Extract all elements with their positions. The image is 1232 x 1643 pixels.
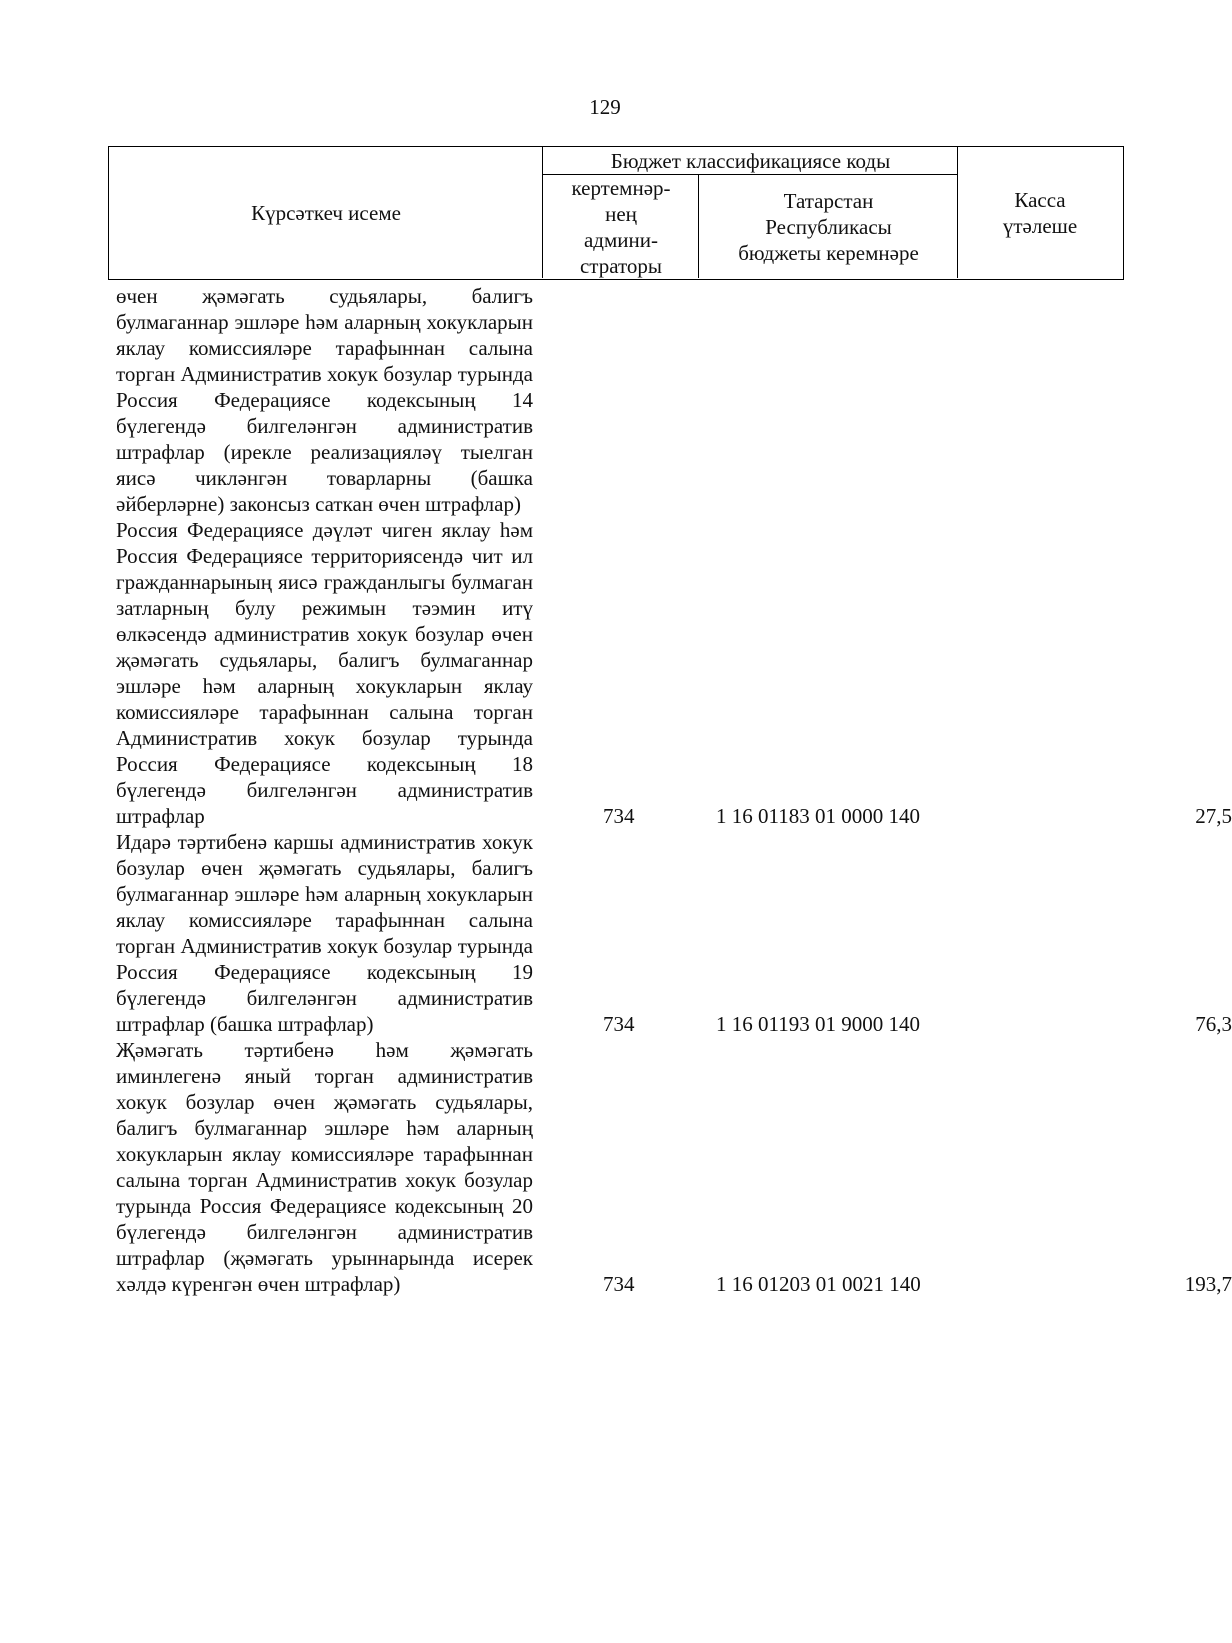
- header-divider: [542, 147, 543, 278]
- indicator-name: Россия Федерациясе дәүләт чиген яклау һәм Россия Федерациясе территориясендә чит ил гражданнарының яисә гражданлыгы булмаган затларның булу режимын тәэмин итү өлкәсендә административ хокук бозулар өчен җәмәгать судьялары, балигъ булмаганнар эшләре һәм аларның хокукларын яклау комиссияләре тарафыннан салына торган Административ хокук бозулар турында Россия Федерациясе кодексының 18 бүлегендә билгеләнгән административ штрафлар: [116, 518, 533, 828]
- cash-execution-value: 193,7: [1184, 1272, 1232, 1296]
- table-row: [116, 283, 533, 517]
- column-header-cash-execution-label: Касса үтәлеше: [1002, 187, 1078, 238]
- table-body: [116, 283, 1232, 1297]
- page-number: 129: [589, 95, 621, 119]
- table-row: [116, 517, 1232, 829]
- table-header: [108, 146, 1124, 280]
- cash-execution-value: 27,5: [1195, 804, 1232, 828]
- admin-code: 734: [603, 804, 635, 828]
- budget-classification-code: 1 16 01183 01 0000 140: [716, 804, 920, 828]
- column-header-admin-label: кертемнәр- нең админи- страторы: [571, 175, 671, 278]
- column-header-name: Күрсәткеч исеме: [251, 200, 401, 225]
- column-header-cash-execution: [958, 147, 1122, 278]
- admin-code: 734: [603, 1012, 635, 1036]
- header-divider: [698, 174, 699, 278]
- header-divider: [957, 147, 958, 278]
- indicator-name: Идарә тәртибенә каршы административ хокук бозулар өчен җәмәгать судьялары, балигъ булмаганнар эшләре һәм аларның хокукларын яклау комиссияләре тарафыннан салына торган Административ хокук бозулар турында Россия Федерациясе кодексының 19 бүлегендә билгеләнгән административ штрафлар (башка штрафлар): [116, 830, 533, 1036]
- column-header-budget-income: [699, 175, 958, 278]
- cash-execution-value: 76,3: [1195, 1012, 1232, 1036]
- indicator-name: өчен җәмәгать судьялары, балигъ булмаганнар эшләре һәм аларның хокукларын яклау комиссияләре тарафыннан салына торган Административ хокук бозулар турында Россия Федерациясе кодексының 14 бүлегендә билгеләнгән административ штрафлар (ирекле реализацияләү тыелган яисә чикләнгән товарларны (башка әйберләрне) законсыз саткан өчен штрафлар): [116, 284, 533, 516]
- indicator-name: Җәмәгать тәртибенә һәм җәмәгать иминлегенә яный торган административ хокук бозулар өчен җәмәгать судьялары, балигъ булмаганнар эшләре һәм аларның хокукларын яклау комиссияләре тарафыннан салына торган Административ хокук бозулар турында Россия Федерациясе кодексының 20 бүлегендә билгеләнгән административ штрафлар (җәмәгать урыннарында исерек хәлдә күренгән өчен штрафлар): [116, 1038, 533, 1296]
- column-group-header-budget-classification: Бюджет классификациясе коды: [610, 149, 891, 173]
- column-header-budget-income-label: Татарстан Республикасы бюджеты керемнәре: [738, 188, 919, 265]
- budget-classification-code: 1 16 01193 01 9000 140: [716, 1012, 920, 1036]
- column-header-admin: [543, 175, 699, 278]
- table-row: [116, 1037, 1232, 1297]
- budget-classification-code: 1 16 01203 01 0021 140: [716, 1272, 921, 1296]
- admin-code: 734: [603, 1272, 635, 1296]
- header-divider: [542, 174, 958, 175]
- table-row: [116, 829, 1232, 1037]
